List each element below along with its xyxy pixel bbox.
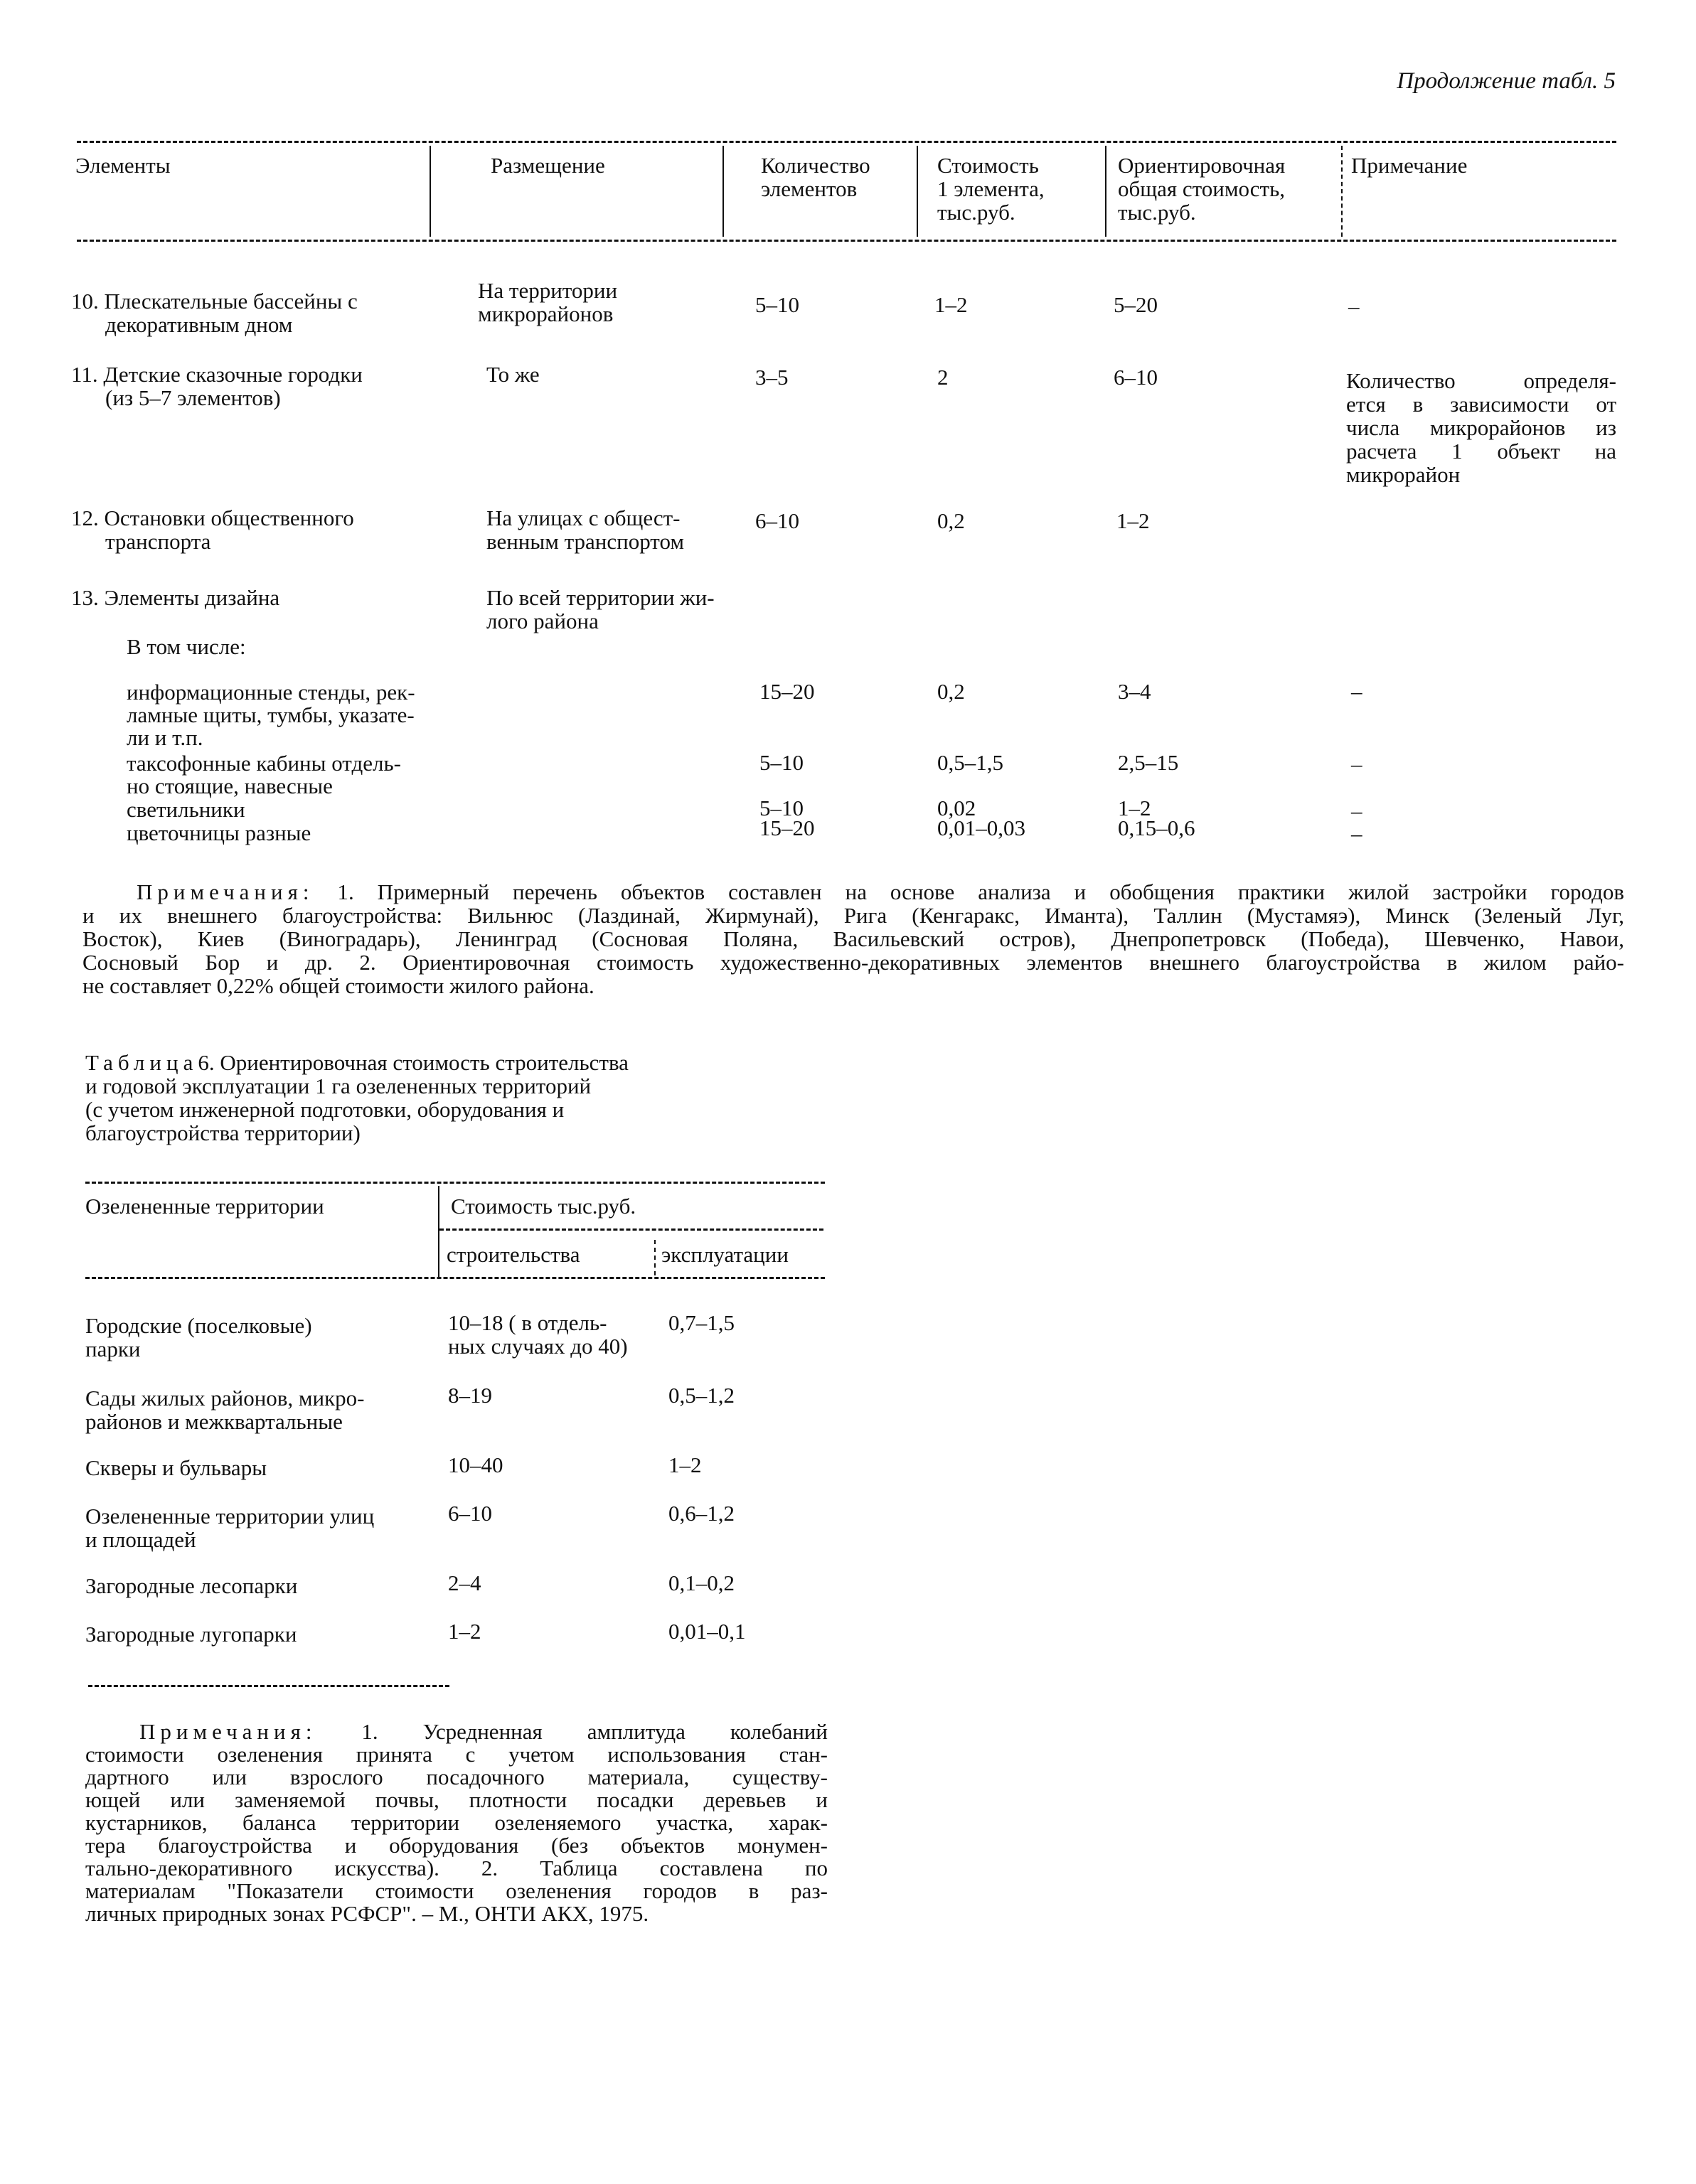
table-row-placement: На улицах с общест- венным транспортом (486, 505, 684, 554)
header-operation: эксплуатации (661, 1242, 789, 1267)
table-row-note: Количество определя- ется в зависимости от числа микрорайонов из расчета 1 объект на микрорайон (1346, 368, 1616, 487)
including-label: В том числе: (127, 634, 246, 659)
table-row-operation: 0,6–1,2 (668, 1501, 735, 1526)
table-row-operation: 0,7–1,5 (668, 1310, 735, 1335)
table6-col-divider (438, 1186, 439, 1278)
table-subrow-cost-one: 0,2 (937, 679, 965, 704)
table-row-operation: 0,5–1,2 (668, 1383, 735, 1408)
table-row-operation: 0,01–0,1 (668, 1619, 746, 1644)
continuation-label: Продолжение табл. 5 (1397, 68, 1616, 94)
table-row-placement: По всей территории жи- лого района (486, 585, 715, 633)
table-row-name: Загородные лугопарки (85, 1622, 297, 1647)
table-subrow-element: информационные стенды, рек- ламные щиты, тумбы, указате- ли и т.п. (127, 680, 415, 750)
table-row-name: Городские (поселковые) парки (85, 1313, 312, 1361)
table-row-element: 10. Плескательные бассейны с декоративным дном (71, 289, 358, 337)
table-subrow-note: – (1351, 821, 1362, 846)
table-row-cost-one: 1–2 (934, 292, 968, 317)
table-row-placement: То же (486, 362, 540, 387)
table-row-count: 5–10 (755, 292, 799, 317)
table-subrow-total: 2,5–15 (1118, 750, 1179, 775)
table-row-cost-one: 0,2 (937, 508, 965, 533)
table-row-operation: 0,1–0,2 (668, 1570, 735, 1595)
table-subrow-note: – (1351, 679, 1362, 704)
table5-col-divider (917, 146, 918, 237)
notes-label: Примечания: (137, 879, 314, 904)
table5-top-rule (77, 141, 1616, 143)
table-subrow-cost-one: 0,01–0,03 (937, 815, 1025, 840)
table-row-construction: 10–40 (448, 1452, 503, 1477)
table-subrow-count: 5–10 (759, 796, 804, 820)
table-subrow-count: 15–20 (759, 679, 815, 704)
table5-notes: Примечания: 1. Примерный перечень объектов составлен на основе анализа и обобщения практики жилой застройки городов и их внешнего благоустройства: Вильнюс (Лаздинай, Жирмунай), Рига (Кенгаракс, Иманта), Таллин (Мустамяэ), Минск (Зеленый Луг, Восток), Киев (Виноградарь), Ленинград (Сосновая Поляна, Васильевский остров), Днепропетровск (Победа), Шевченко, Навои, Сосновый Бор и др. 2. Ориентировочная стоимость художественно-декоративных элементов внешнего благоустройства в жилом райо- не составляет 0,22% общей стоимости жилого района. (82, 879, 1624, 998)
table5-col-divider (1105, 146, 1106, 237)
header-cost: Стоимость тыс.руб. (451, 1194, 636, 1219)
table-subrow-element: таксофонные кабины отдель- но стоящие, навесные (127, 751, 401, 798)
table-row-name: Загородные лесопарки (85, 1573, 298, 1598)
header-total-cost: Ориентировочная общая стоимость, тыс.руб. (1118, 153, 1286, 225)
table6-bottom-rule (88, 1685, 449, 1687)
table-row-construction: 8–19 (448, 1383, 492, 1408)
header-cost-one: Стоимость 1 элемента, тыс.руб. (937, 153, 1045, 225)
notes-label: Примечания: (139, 1719, 317, 1744)
table-subrow-total: 1–2 (1118, 796, 1151, 820)
table-subrow-total: 0,15–0,6 (1118, 815, 1195, 840)
table5-header-rule (77, 240, 1616, 242)
table-row-note: – (1348, 294, 1360, 318)
table5-col-divider (430, 146, 431, 237)
table-row-element: 12. Остановки общественного транспорта (71, 505, 354, 554)
table-row-name: Озелененные территории улиц и площадей (85, 1504, 375, 1552)
table6-col-divider (654, 1240, 656, 1275)
header-note: Примечание (1351, 153, 1468, 178)
table-row-count: 3–5 (755, 365, 789, 390)
table-row-placement: На территории микрорайонов (478, 278, 618, 326)
header-elements: Элементы (75, 153, 171, 178)
table-row-construction: 6–10 (448, 1501, 492, 1526)
table-subrow-note: – (1351, 751, 1362, 776)
header-placement: Размещение (491, 153, 605, 178)
table-subrow-note: – (1351, 798, 1362, 823)
table-subrow-cost-one: 0,5–1,5 (937, 750, 1003, 775)
table-subrow-element: светильники (127, 797, 245, 822)
table-row-name: Скверы и бульвары (85, 1455, 267, 1480)
table6-caption: Таблица6. Ориентировочная стоимость строительства и годовой эксплуатации 1 га озелененных территорий (с учетом инженерной подготовки, оборудования и благоустройства территории) (85, 1050, 629, 1145)
table5-col-divider (722, 146, 724, 237)
table6-subheader-rule (439, 1228, 823, 1231)
header-territories: Озелененные территории (85, 1194, 324, 1219)
table-row-cost-one: 2 (937, 365, 949, 390)
table-row-total: 5–20 (1114, 292, 1158, 317)
table6-top-rule (85, 1182, 825, 1184)
table6-caption-label: Таблица (85, 1050, 198, 1075)
table-subrow-count: 15–20 (759, 815, 815, 840)
header-count: Количество элементов (761, 153, 870, 201)
table-row-element: 11. Детские сказочные городки (из 5–7 элементов) (71, 362, 363, 410)
table6-header-rule (85, 1277, 825, 1279)
table-subrow-element: цветочницы разные (127, 820, 311, 845)
table-row-total: 6–10 (1114, 365, 1158, 390)
table-row-count: 6–10 (755, 508, 799, 533)
table-subrow-count: 5–10 (759, 750, 804, 775)
table-row-construction: 1–2 (448, 1619, 481, 1644)
table-row-operation: 1–2 (668, 1452, 702, 1477)
table5-col-divider (1341, 146, 1343, 237)
table-subrow-total: 3–4 (1118, 679, 1151, 704)
table-row-total: 1–2 (1116, 508, 1150, 533)
table-subrow-cost-one: 0,02 (937, 796, 976, 820)
table-row-construction: 10–18 ( в отдель- ных случаях до 40) (448, 1310, 628, 1359)
table-row-element: 13. Элементы дизайна (71, 585, 280, 610)
table-row-construction: 2–4 (448, 1570, 481, 1595)
header-construction: строительства (447, 1242, 580, 1267)
table6-notes: Примечания: 1. Усредненная амплитуда колебаний стоимости озеленения принята с учетом использования стан- дартного или взрослого посадочного материала, существу- ющей или заменяемой почвы, плотности посадки деревьев и кустарников, баланса территории озеленяемого участка, харак- тера благоустройства и оборудования (без объектов монумен- тально-декоративного искусства). 2. Таблица составлена по материалам "Показатели стоимости озеленения городов в раз- личных природных зонах РСФСР". – М., ОНТИ АКХ, 1975. (85, 1719, 828, 1926)
table-row-name: Сады жилых районов, микро- районов и межквартальные (85, 1386, 365, 1434)
